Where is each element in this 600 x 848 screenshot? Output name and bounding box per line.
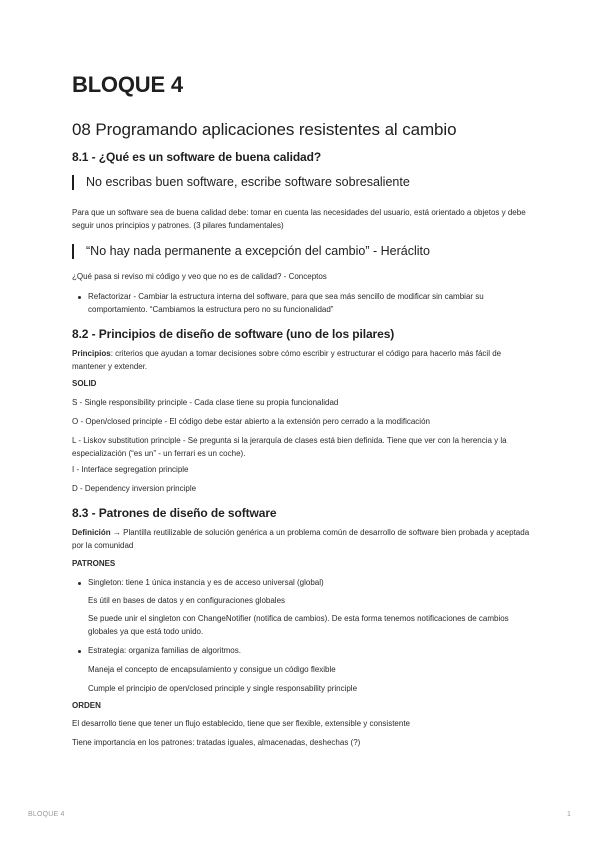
solid-principle: S - Single responsibility principle - Cada clase tiene su propia funcionalidad: [72, 398, 339, 407]
paragraph: Tiene importancia en los patrones: tratadas iguales, almacenadas, deshechas (?): [72, 738, 361, 747]
list-item-detail: Es útil en bases de datos y en configuraciones globales: [88, 596, 286, 605]
document-title: BLOQUE 4: [72, 72, 183, 97]
label: SOLID: [72, 379, 97, 388]
label: PATRONES: [72, 559, 116, 568]
list-item-detail: Cumple el principio de open/closed principle y single responsability principle: [88, 684, 358, 693]
list-item: Refactorizar - Cambiar la estructura interna del software, para que sea más sencillo de modificar sin cambiar su comportamiento. “Cambiamos la estructura pero no su funcionalidad”: [88, 292, 484, 314]
chapter-heading: 08 Programando aplicaciones resistentes al cambio: [72, 120, 457, 139]
bold-term: Principios: [72, 349, 111, 358]
solid-principle: I - Interface segregation principle: [72, 465, 189, 474]
quote-block: “No hay nada permanente a excepción del cambio” - Heráclito: [72, 244, 430, 259]
paragraph: Definición → Plantilla reutilizable de solución genérica a un problema común de desarrollo de software bien probada y aceptada por la comunidad: [72, 528, 530, 550]
paragraph: ¿Qué pasa si reviso mi código y veo que no es de calidad? - Conceptos: [72, 272, 327, 281]
solid-principle: L - Liskov substitution principle - Se pregunta si la jerarquía de clases está bien definida. Tiene que ver con la herencia y la especialización (“es un” - un ferrari es un coche).: [72, 436, 507, 458]
bullet-dot: [78, 296, 81, 299]
list-item: Singleton: tiene 1 única instancia y es de acceso universal (global): [88, 578, 324, 587]
bullet-dot: [78, 650, 81, 653]
list-item-detail: Se puede unir el singleton con ChangeNotifier (notifica de cambios). De esta forma tenemos notificaciones de cambios globales ya que está todo unido.: [88, 614, 509, 636]
footer-label: BLOQUE 4: [28, 811, 65, 818]
section-heading-8-2: 8.2 - Principios de diseño de software (uno de los pilares): [72, 327, 395, 341]
section-heading-8-1: 8.1 - ¿Qué es un software de buena calidad?: [72, 150, 322, 164]
paragraph: Principios: criterios que ayudan a tomar decisiones sobre cómo escribir y estructurar el código para hacerlo más fácil de mantener y extender.: [72, 349, 502, 371]
label: ORDEN: [72, 701, 101, 710]
solid-principle: O - Open/closed principle - El código debe estar abierto a la extensión pero cerrado a la modificación: [72, 417, 430, 426]
list-item-detail: Maneja el concepto de encapsulamiento y consigue un código flexible: [88, 665, 336, 674]
quote-block: No escribas buen software, escribe software sobresaliente: [72, 175, 410, 190]
section-heading-8-3: 8.3 - Patrones de diseño de software: [72, 506, 277, 520]
page-number: 1: [567, 811, 571, 818]
paragraph: Para que un software sea de buena calidad debe: tomar en cuenta las necesidades del usuario, está orientado a objetos y debe seguir unos principios y patrones. (3 pilares fundamentales): [72, 208, 526, 230]
solid-principle: D - Dependency inversion principle: [72, 484, 197, 493]
list-item: Estrategia: organiza familias de algoritmos.: [88, 646, 241, 655]
paragraph: El desarrollo tiene que tener un flujo establecido, tiene que ser flexible, extensible y consistente: [72, 719, 410, 728]
bold-term: Definición →: [72, 528, 121, 537]
bullet-dot: [78, 582, 81, 585]
